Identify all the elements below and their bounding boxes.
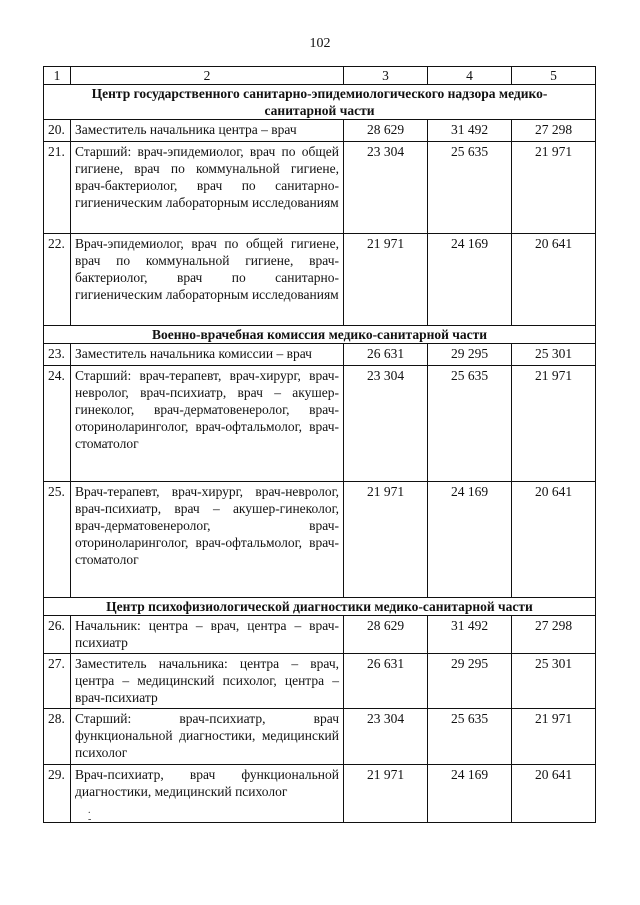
column-header: 1	[44, 67, 71, 85]
row-number: 27.	[44, 654, 71, 709]
row-number: 29.	[44, 765, 71, 823]
position-title: Старший: врач-терапевт, врач-хирург, врач-невролог, врач-психиатр, врач – акушер-гинеколог, врач-дерматовенеролог, врач-оториноларинголог, врач-офтальмолог, врач-стоматолог	[71, 366, 344, 482]
salary-value-col3: 23 304	[344, 709, 428, 765]
salary-value-col3: 21 971	[344, 765, 428, 823]
row-number: 22.	[44, 234, 71, 326]
table-row	[44, 616, 596, 654]
section-title: Центр психофизиологической диагностики медико-санитарной части	[44, 598, 596, 616]
salary-value-col3: 23 304	[344, 366, 428, 482]
table-row	[44, 120, 596, 142]
column-header: 4	[428, 67, 512, 85]
position-title: Старший: врач-эпидемиолог, врач по общей гигиене, врач по коммунальной гигиене, врач-бактериолог, врач по санитарно-гигиеническим лабораторным исследованиям	[71, 142, 344, 234]
table-row	[44, 234, 596, 326]
salary-value-col4: 29 295	[428, 344, 512, 366]
table-row	[44, 366, 596, 482]
salary-value-col5: 21 971	[512, 142, 596, 234]
position-title: Старший: врач-психиатр, врач функциональной диагностики, медицинский психолог	[71, 709, 344, 765]
position-title: Заместитель начальника центра – врач	[71, 120, 344, 142]
column-header: 3	[344, 67, 428, 85]
position-title: Заместитель начальника комиссии – врач	[71, 344, 344, 366]
salary-value-col4: 24 169	[428, 234, 512, 326]
section-title: Центр государственного санитарно-эпидемиологического надзора медико-санитарной части	[44, 85, 596, 120]
salary-value-col3: 21 971	[344, 234, 428, 326]
position-title: Заместитель начальника: центра – врач, центра – медицинский психолог, центра – врач-психиатр	[71, 654, 344, 709]
salary-value-col5: 20 641	[512, 765, 596, 823]
table-row	[44, 482, 596, 598]
salary-value-col3: 28 629	[344, 616, 428, 654]
column-header: 2	[71, 67, 344, 85]
row-number: 23.	[44, 344, 71, 366]
table-body	[44, 67, 596, 823]
section-header-row	[44, 85, 596, 120]
row-number: 25.	[44, 482, 71, 598]
salary-value-col5: 25 301	[512, 344, 596, 366]
salary-value-col4: 24 169	[428, 765, 512, 823]
salary-value-col4: 31 492	[428, 120, 512, 142]
salary-value-col5: 21 971	[512, 709, 596, 765]
table-row	[44, 344, 596, 366]
position-title: Врач-терапевт, врач-хирург, врач-невролог, врач-психиатр, врач – акушер-гинеколог, врач-дерматовенеролог, врач-оториноларинголог, врач-офтальмолог, врач-стоматолог	[71, 482, 344, 598]
salary-value-col3: 26 631	[344, 654, 428, 709]
salary-value-col3: 23 304	[344, 142, 428, 234]
row-number: 21.	[44, 142, 71, 234]
table-row	[44, 142, 596, 234]
section-title: Военно-врачебная комиссия медико-санитарной части	[44, 326, 596, 344]
salary-value-col4: 25 635	[428, 366, 512, 482]
position-title: Врач-эпидемиолог, врач по общей гигиене, врач по коммунальной гигиене, врач-бактериолог, врач по санитарно-гигиеническим лабораторным исследованиям	[71, 234, 344, 326]
salary-value-col3: 26 631	[344, 344, 428, 366]
salary-value-col5: 27 298	[512, 616, 596, 654]
page-number: 102	[309, 36, 331, 51]
position-title: Начальник: центра – врач, центра – врач-психиатр	[71, 616, 344, 654]
table-row	[44, 765, 596, 823]
column-header: 5	[512, 67, 596, 85]
salary-value-col4: 31 492	[428, 616, 512, 654]
salary-value-col5: 25 301	[512, 654, 596, 709]
section-header-row	[44, 326, 596, 344]
salary-value-col3: 28 629	[344, 120, 428, 142]
salary-value-col5: 21 971	[512, 366, 596, 482]
row-number: 24.	[44, 366, 71, 482]
salary-value-col4: 25 635	[428, 709, 512, 765]
salary-value-col5: 20 641	[512, 482, 596, 598]
table-header-row	[44, 67, 596, 85]
row-number: 26.	[44, 616, 71, 654]
salary-value-col4: 24 169	[428, 482, 512, 598]
section-header-row	[44, 598, 596, 616]
scan-marks: . -	[88, 805, 92, 825]
row-number: 28.	[44, 709, 71, 765]
position-title: Врач-психиатр, врач функциональной диагностики, медицинский психолог	[71, 765, 344, 823]
salary-value-col5: 20 641	[512, 234, 596, 326]
salary-table	[43, 66, 596, 823]
salary-value-col4: 29 295	[428, 654, 512, 709]
salary-value-col5: 27 298	[512, 120, 596, 142]
row-number: 20.	[44, 120, 71, 142]
table-row	[44, 709, 596, 765]
salary-value-col4: 25 635	[428, 142, 512, 234]
salary-value-col3: 21 971	[344, 482, 428, 598]
table-row	[44, 654, 596, 709]
